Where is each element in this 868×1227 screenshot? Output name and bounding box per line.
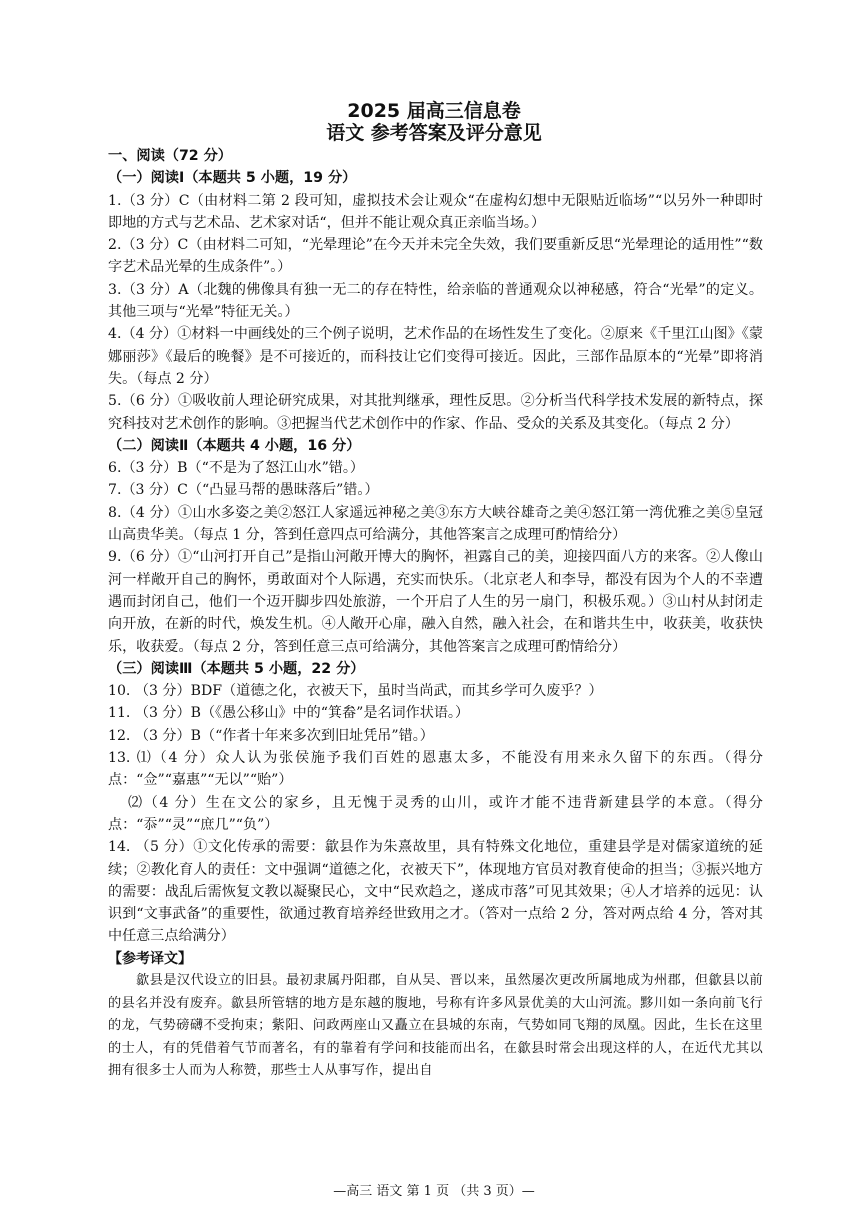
- document-subtitle: 语文 参考答案及评分意见: [326, 122, 542, 144]
- translation-paragraph: 歙县是汉代设立的旧县。最初隶属丹阳郡，自从吴、晋以来，虽然屡次更改所属地成为州郡，但歙县以前的县名并没有废弃。歙县所管辖的地方是东越的腹地，号称有许多风景优美的大山河流。黟川如一条向前飞行的龙，气势磅礴不受拘束；紫阳、问政两座山又矗立在县城的东南，气势如同飞翔的凤凰。因此，生长在这里的士人，有的凭借着气节而著名，有的靠着有学问和技能而出名，在歙县时常会出现这样的人，在近代尤其以拥有很多士人而为人称赞，那些士人从事写作，提出自: [108, 972, 763, 1079]
- answer-item: 10. （3 分）BDF（道德之化，衣被天下，虽时当尚武，而其乡学可久废乎？）: [108, 683, 603, 700]
- answer-item: 3.（3 分）A（北魏的佛像具有独一无二的存在特性，给亲临的普通观众以神秘感，符合“光晕”的定义。其他三项与“光晕”特征无关。）: [108, 281, 763, 321]
- document-title: 2025 届高三信息卷: [347, 100, 521, 122]
- answer-item: 14. （5 分）①文化传承的需要：歙县作为朱熹故里，具有特殊文化地位，重建县学是对儒家道统的延续；②教化育人的责任：文中强调“道德之化，衣被天下”，体现地方官员对教育使命的担当；③振兴地方的需要：战乱后需恢复文教以凝聚民心，文中“民欢趋之，遂成市落”可见其效果；④人才培养的远见：认识到“文事武备”的重要性，欲通过教育培养经世致用之才。（答对一点给 2 分，答对两点给 4 分，答对其中任意三点给满分）: [108, 839, 763, 945]
- answer-item: 6.（3 分）B（“不是为了怒江山水”错。）: [108, 460, 365, 477]
- answer-item: ⑵（4 分）生在文公的家乡，且无愧于灵秀的山川，或许才能不违背新建县学的本意。（得分点：“忝”“灵”“庶几”“负”）: [108, 794, 763, 833]
- answer-item: 5.（6 分）①吸收前人理论研究成果，对其批判继承，理性反思。②分析当代科学技术发展的新特点，探究科技对艺术创作的影响。③把握当代艺术创作中的作家、作品、受众的关系及其变化。（每点 2 分）: [108, 393, 763, 432]
- answer-item: 13. ⑴（4 分）众人认为张侯施予我们百姓的恩惠太多，不能没有用来永久留下的东西。（得分点：“佥”“嘉惠”“无以”“贻”）: [108, 750, 763, 789]
- answer-item: 4.（4 分）①材料一中画线处的三个例子说明，艺术作品的在场性发生了变化。②原来《千里江山图》《蒙娜丽莎》《最后的晚餐》是不可接近的，而科技让它们变得可接近。因此，三部作品原本的“光晕”即将消失。（每点 2 分）: [108, 326, 763, 387]
- translation-heading: 【参考译文】: [108, 950, 192, 967]
- answer-item: 8.（4 分）①山水多姿之美②怒江人家遥远神秘之美③东方大峡谷雄奇之美④怒江第一湾优雅之美⑤皇冠山高贵华美。（每点 1 分，答到任意四点可给满分，其他答案言之成理可酌情给分）: [108, 504, 763, 544]
- section-heading: 一、阅读（72 分）: [108, 148, 232, 164]
- answer-content: [108, 145, 763, 1083]
- answer-item: 12. （3 分）B（“作者十年来多次到旧址凭吊”错。）: [108, 727, 434, 744]
- page-footer: —高三 语文 第 1 页 （共 3 页）—: [333, 1184, 535, 1199]
- answer-item: 11. （3 分）B（《愚公移山》中的“箕畚”是名词作状语。）: [108, 705, 470, 722]
- answer-item: 7.（3 分）C（“凸显马帮的愚昧落后”错。）: [108, 482, 379, 499]
- answer-item: 9.（6 分）①“山河打开自己”是指山河敞开博大的胸怀，袒露自己的美，迎接四面八方的来客。②人像山河一样敞开自己的胸怀，勇敢面对个人际遇，充实而快乐。（北京老人和李导，都没有因为个人的不幸遭遇而封闭自己，他们一个迈开脚步四处旅游，一个开启了人生的另一扇门，积极乐观。）③山村从封闭走向开放，在新的时代，焕发生机。④人敞开心扉，融入自然，融入社会，在和谐共生中，收获美，收获快乐，收获爱。（每点 2 分，答到任意三点可给满分，其他答案言之成理可酌情给分）: [108, 549, 763, 655]
- answer-item: 2.（3 分）C（由材料二可知，“光晕理论”在今天并未完全失效，我们要重新反思“光晕理论的适用性”“数字艺术品光晕的生成条件”。）: [108, 237, 763, 276]
- section-heading: （三）阅读Ⅲ（本题共 5 小题，22 分）: [108, 660, 365, 677]
- section-heading: （一）阅读Ⅰ（本题共 5 小题，19 分）: [108, 170, 357, 187]
- answer-item: 1.（3 分）C（由材料二第 2 段可知，虚拟技术会让观众“在虚构幻想中无限贴近临场”“以另外一种即时即地的方式与艺术品、艺术家对话“，但并不能让观众真正亲临当场。）: [108, 192, 763, 231]
- section-heading: （二）阅读Ⅱ（本题共 4 小题，16 分）: [108, 437, 361, 454]
